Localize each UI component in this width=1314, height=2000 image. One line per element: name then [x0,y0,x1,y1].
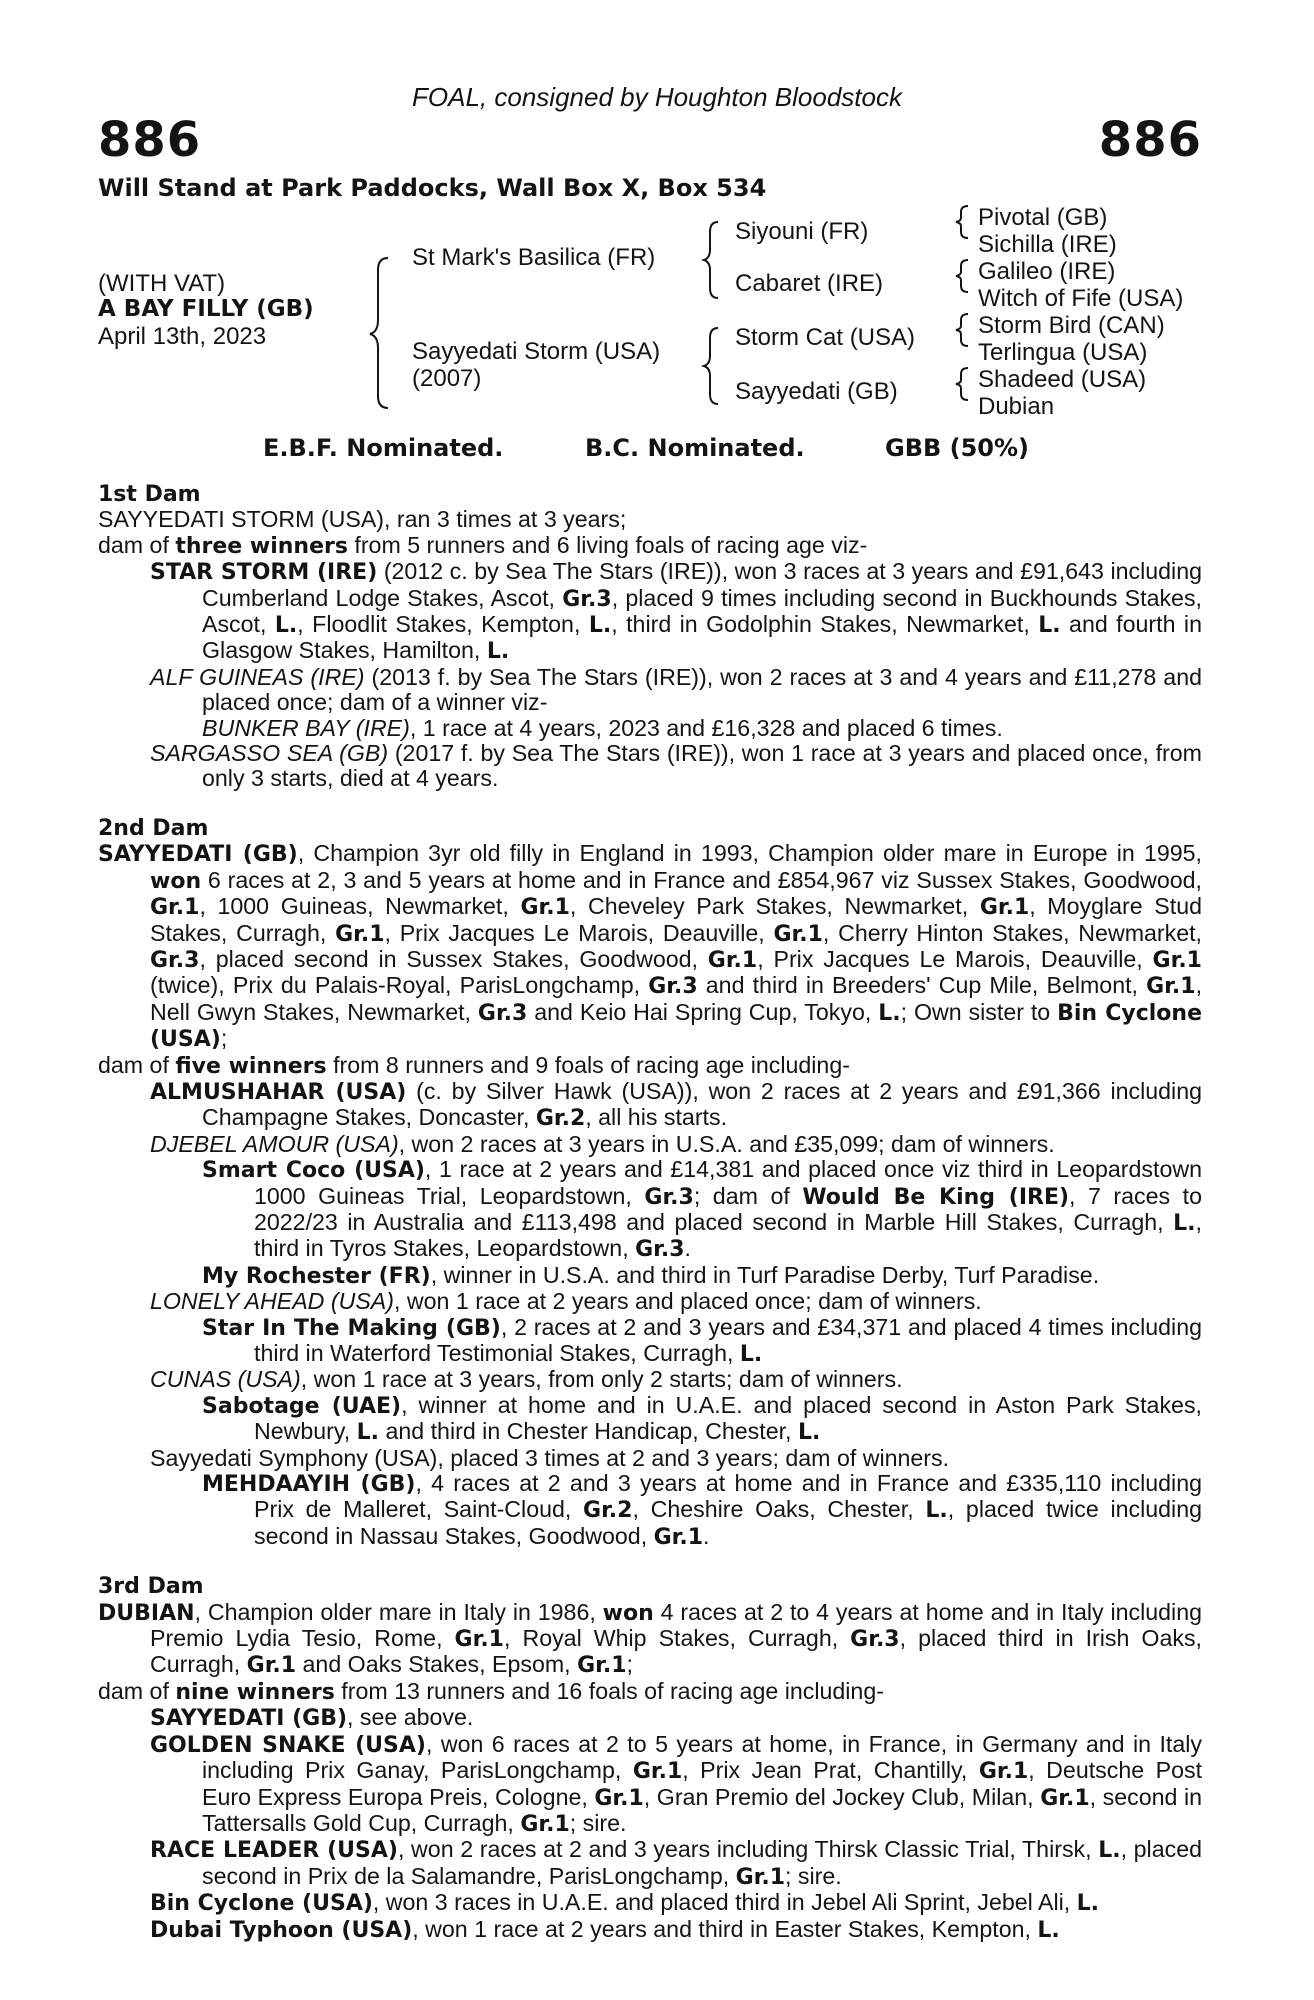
text-run: , placed twice including second in Nassau Stakes, Goodwood, [254,1496,1202,1549]
ancestor-6: Terlingua (USA) [978,339,1148,366]
ebf-nomination: E.B.F. Nominated. [263,434,504,462]
text-run: , winner at home and in U.A.E. and placed second in Aston Park Stakes, Newbury, [254,1391,1202,1445]
horse-name: A BAY FILLY (GB) [98,296,314,322]
produce-entry [150,1367,1202,1392]
bracket-g2 [956,260,968,292]
text-run: , Royal Whip Stakes, Curragh, [503,1625,851,1652]
produce-entry [150,1446,1202,1471]
bold-text: L. [356,1420,380,1446]
third-dam-produce-summary [98,1679,1202,1705]
bold-text: L. [739,1342,763,1367]
text-run: and third in Chester Handicap, Chester, [379,1418,798,1445]
second-dam-heading: 2nd Dam [98,815,209,841]
ancestor-3: Galileo (IRE) [978,258,1116,285]
produce-entry [150,1705,1202,1731]
produce-entry [150,1917,1202,1943]
bold-text: GOLDEN SNAKE (USA) [150,1732,426,1758]
bold-text: Gr.1 [1152,947,1202,973]
text-run: , Prix Jean Prat, Chantilly, [682,1757,979,1784]
bold-text: Gr.3 [562,586,612,612]
dam: Sayyedati Storm (USA) [412,338,661,365]
italic-text: BUNKER BAY (IRE) [202,714,410,741]
text-run: Sayyedati Symphony (USA), placed 3 times at 2 and 3 years; dam of winners. [150,1444,950,1471]
first-dam-heading: 1st Dam [98,482,201,507]
bold-text: MEHDAAYIH (GB) [202,1472,416,1498]
dam-dam: Sayyedati (GB) [735,378,898,405]
text-run: and fourth in Glasgow Stakes, Hamilton, [202,611,1202,664]
text-run: , 1 race at 2 years and £14,381 and placed once viz third in Leopardstown 1000 Guineas Trial, Leopardstown, [254,1156,1202,1209]
text-run: from 8 runners and 9 foals of racing age including- [326,1051,850,1078]
text-run: , placed third in Irish Oaks, Curragh, [150,1625,1202,1678]
text-run: from 13 runners and 16 foals of racing age including- [334,1677,884,1704]
italic-text: DJEBEL AMOUR (USA) [150,1130,399,1157]
text-run: , placed second in Prix de la Salamandre, ParisLongchamp, [202,1836,1202,1889]
bold-text: Dubai Typhoon (USA) [150,1917,413,1943]
text-run: ; dam of [693,1182,803,1209]
text-run: , 2 races at 2 and 3 years and £34,371 and placed 4 times including third in Waterford Testimonial Stakes, Curragh, [254,1313,1203,1366]
text-run: , won 1 race at 3 years, from only 2 starts; dam of winners. [300,1366,903,1393]
produce-entry [150,665,1202,716]
text-run: , won 2 races at 3 years in U.S.A. and £35,099; dam of winners. [398,1130,1055,1157]
italic-text: ALF GUINEAS (IRE) [150,663,365,690]
bold-text: L. [1038,613,1061,639]
bold-text: L. [1098,1838,1121,1864]
produce-entry [150,1289,1202,1314]
text-run: from 5 runners and 6 living foals of racing age viz- [347,531,868,558]
bold-text: Gr.1 [735,1864,786,1890]
bold-text: SAYYEDATI (GB) [98,842,298,868]
text-run: 6 races at 2, 3 and 5 years at home and in France and £854,967 viz Sussex Stakes, Goodwood, [201,866,1202,893]
bold-text: Gr.1 [707,947,758,973]
bold-text: L. [878,1000,901,1026]
bold-text: Gr.3 [850,1627,900,1653]
bold-text: nine winners [175,1679,335,1705]
bold-text: won [150,868,202,894]
bold-text: ALMUSHAHAR (USA) [150,1079,407,1105]
bold-text: Gr.1 [246,1653,297,1679]
text-run: , winner in U.S.A. and third in Turf Paradise Derby, Turf Paradise. [430,1261,1100,1288]
lot-number-right: 886 [1098,112,1202,168]
text-run: , 1000 Guineas, Newmarket, [199,893,521,920]
bold-text: Gr.1 [454,1627,504,1653]
text-run: and Oaks Stakes, Epsom, [296,1651,578,1678]
ancestor-8: Dubian [978,393,1055,420]
produce-entry [202,1393,1202,1446]
produce-entry [150,1079,1202,1132]
produce-entry [202,1263,1202,1289]
text-run: , Nell Gwyn Stakes, Newmarket, [150,972,1203,1025]
text-run: , Champion older mare in Italy in 1986, [194,1598,603,1625]
bold-text: Bin Cyclone (USA) [150,1000,1202,1053]
bold-text: L. [925,1498,948,1524]
text-run: , all his starts. [585,1104,728,1131]
bold-text: Gr.3 [150,947,200,973]
text-run: , Prix Jacques Le Marois, Deauville, [757,945,1153,972]
bold-text: My Rochester (FR) [202,1263,431,1289]
produce-entry [202,1315,1202,1368]
text-run: , Prix Jacques Le Marois, Deauville, [384,919,774,946]
bold-text: L. [1173,1210,1196,1236]
produce-entry [150,1890,1202,1916]
text-run: , third in Godolphin Stakes, Newmarket, [611,611,1039,638]
ancestor-2: Sichilla (IRE) [978,231,1117,258]
bc-nomination: B.C. Nominated. [585,434,805,462]
text-run: , 4 races at 2 and 3 years at home and in France and £335,110 including Prix de Malleret, Saint-Cloud, [254,1470,1203,1523]
bold-text: Gr.3 [477,1000,528,1026]
bold-text: Gr.1 [653,1524,704,1550]
produce-entry [150,559,1202,665]
text-run: dam of [98,1677,176,1704]
bold-text: Smart Coco (USA) [202,1158,425,1184]
produce-entry [202,716,1202,741]
third-dam-heading: 3rd Dam [98,1574,204,1600]
text-run: , Cheveley Park Stakes, Newmarket, [569,893,980,920]
text-run: , Champion 3yr old filly in England in 1993, Champion older mare in Europe in 1995, [297,840,1202,867]
italic-text: SARGASSO SEA (GB) [150,740,389,767]
bold-text: DUBIAN [98,1600,195,1626]
bold-text: Gr.1 [632,1759,683,1785]
text-run: ; sire. [785,1862,842,1889]
second-dam-intro [98,841,1202,1052]
bold-text: Gr.2 [535,1106,586,1132]
gbb-status: GBB (50%) [885,434,1030,462]
text-run: ; Own sister to [900,998,1058,1025]
ancestor-4: Witch of Fife (USA) [978,285,1184,312]
first-dam-entries [98,559,1202,792]
text-run: , Deutsche Post Euro Express Europa Preis, Cologne, [202,1757,1203,1810]
bold-text: Bin Cyclone (USA) [150,1891,373,1917]
text-run: , second in Tattersalls Gold Cup, Curragh, [202,1783,1202,1836]
consignment-line: FOAL, consigned by Houghton Bloodstock [412,82,902,112]
third-dam-intro [98,1600,1202,1679]
horse-dob: April 13th, 2023 [98,323,267,350]
text-run: and Keio Hai Spring Cup, Tokyo, [527,998,879,1025]
stand-location: Will Stand at Park Paddocks, Wall Box X, Box 534 [98,174,767,202]
produce-entry [150,1732,1202,1838]
text-run: (2013 f. by Sea The Stars (IRE)), won 2 races at 3 and 4 years and £11,278 and placed once; dam of a winner viz- [202,663,1202,716]
bold-text: Gr.1 [520,1811,570,1837]
dam-sire: Storm Cat (USA) [735,324,916,351]
text-run: 4 races at 2 to 4 years at home and in Italy including Premio Lydia Tesio, Rome, [150,1598,1202,1652]
text-run: , placed 9 times including second in Buckhounds Stakes, Ascot, [202,584,1202,638]
text-run: dam of [98,1051,176,1078]
bracket-g4 [956,368,968,400]
text-run: ; [626,1651,633,1678]
text-run: ; sire. [569,1809,627,1836]
bold-text: Would Be King (IRE) [802,1184,1070,1210]
text-run: , Cheshire Oaks, Chester, [632,1496,926,1523]
text-run: (c. by Silver Hawk (USA)), won 2 races at 2 years and £91,366 including Champagne Stakes, Doncaster, [202,1077,1202,1131]
ancestor-5: Storm Bird (CAN) [978,312,1165,339]
bold-text: three winners [175,533,348,559]
bracket-g3 [956,314,968,346]
text-run: , placed second in Sussex Stakes, Goodwood, [199,945,708,972]
catalogue-body [98,482,1202,1943]
text-run: , Floodlit Stakes, Kempton, [297,611,589,638]
text-run: (twice), Prix du Palais-Royal, ParisLongchamp, [150,972,649,999]
produce-entry [150,741,1202,792]
italic-text: LONELY AHEAD (USA) [150,1288,394,1315]
text-run: dam of [98,531,176,558]
text-run: , Gran Premio del Jockey Club, Milan, [643,1783,1041,1810]
text-run: , 1 race at 4 years, 2023 and £16,328 and placed 6 times. [409,714,1003,741]
vat-note: (WITH VAT) [98,270,226,297]
bold-text: Gr.1 [594,1785,644,1811]
first-dam-intro [98,507,1202,532]
text-run: . [684,1235,691,1262]
bold-text: won [602,1600,654,1626]
produce-entry [202,1157,1202,1263]
bold-text: L. [274,613,298,639]
text-run: . [703,1522,710,1549]
text-run: , see above. [347,1704,474,1731]
text-run: , won 1 race at 2 years and third in Easter Stakes, Kempton, [412,1915,1038,1942]
bold-text: Gr.3 [635,1237,685,1263]
sire-sire: Siyouni (FR) [735,218,869,245]
pedigree-brackets [0,0,1314,440]
bracket-sire [704,222,718,298]
bold-text: Gr.1 [577,1653,627,1679]
bold-text: Star In The Making (GB) [202,1315,501,1341]
text-run: SAYYEDATI STORM (USA), ran 3 times at 3 years; [98,506,627,533]
bold-text: Sabotage (UAE) [202,1393,402,1419]
bold-text: Gr.1 [773,921,823,947]
text-run: , third in Tyros Stakes, Leopardstown, [254,1208,1202,1262]
produce-entry [202,1471,1202,1550]
bold-text: five winners [175,1053,327,1079]
text-run: , won 1 race at 2 years and placed once; dam of winners. [394,1288,982,1315]
second-dam-produce-summary [98,1053,1202,1079]
bracket-dam [704,328,718,404]
dam-year: (2007) [412,365,482,392]
bold-text: Gr.1 [1146,974,1196,1000]
produce-entry [150,1837,1202,1890]
bold-text: Gr.1 [520,895,570,921]
bold-text: SAYYEDATI (GB) [150,1706,348,1732]
bracket-main [370,258,388,408]
first-dam-produce-summary [98,533,1202,559]
bold-text: L. [486,639,510,665]
bold-text: L. [1037,1917,1060,1943]
sire: St Mark's Basilica (FR) [412,244,656,271]
bold-text: Gr.1 [978,1759,1029,1785]
bold-text: Gr.3 [648,974,698,1000]
produce-entry [150,1132,1202,1157]
text-run: , 7 races to 2022/23 in Australia and £113,498 and placed second in Marble Hill Stakes, Curragh, [254,1182,1202,1235]
text-run: , Moyglare Stud Stakes, Curragh, [150,893,1202,946]
text-run: (2017 f. by Sea The Stars (IRE)), won 1 race at 3 years and placed once, from only 3 starts, died at 4 years. [202,740,1202,792]
bold-text: Gr.1 [150,895,200,921]
bold-text: Gr.1 [1040,1785,1090,1811]
bold-text: Gr.1 [979,895,1030,921]
bold-text: Gr.3 [644,1184,694,1210]
text-run: ; [220,1025,228,1052]
sire-dam: Cabaret (IRE) [735,270,884,297]
text-run: (2012 c. by Sea The Stars (IRE)), won 3 races at 3 years and £91,643 including Cumberland Lodge Stakes, Ascot, [202,558,1202,611]
lot-number-left: 886 [98,112,202,168]
bold-text: L. [797,1420,821,1446]
bracket-g1 [956,206,968,238]
bold-text: L. [1076,1891,1100,1917]
second-dam-entries [98,1079,1202,1550]
text-run: , won 2 races at 2 and 3 years including Thirsk Classic Trial, Thirsk, [397,1836,1099,1863]
bold-text: Gr.2 [583,1498,633,1524]
bold-text: RACE LEADER (USA) [150,1838,398,1864]
ancestor-1: Pivotal (GB) [978,204,1108,231]
third-dam-entries [98,1705,1202,1943]
text-run: and third in Breeders' Cup Mile, Belmont, [697,972,1147,999]
bold-text: Gr.1 [335,921,385,947]
ancestor-7: Shadeed (USA) [978,366,1147,393]
text-run: , won 6 races at 2 to 5 years at home, in France, in Germany and in Italy including Prix Ganay, ParisLongchamp, [202,1730,1202,1784]
bold-text: L. [588,613,612,639]
text-run: , Cherry Hinton Stakes, Newmarket, [822,919,1202,946]
bold-text: STAR STORM (IRE) [150,560,378,586]
italic-text: CUNAS (USA) [150,1366,301,1393]
text-run: , won 3 races in U.A.E. and placed third in Jebel Ali Sprint, Jebel Ali, [372,1889,1077,1916]
